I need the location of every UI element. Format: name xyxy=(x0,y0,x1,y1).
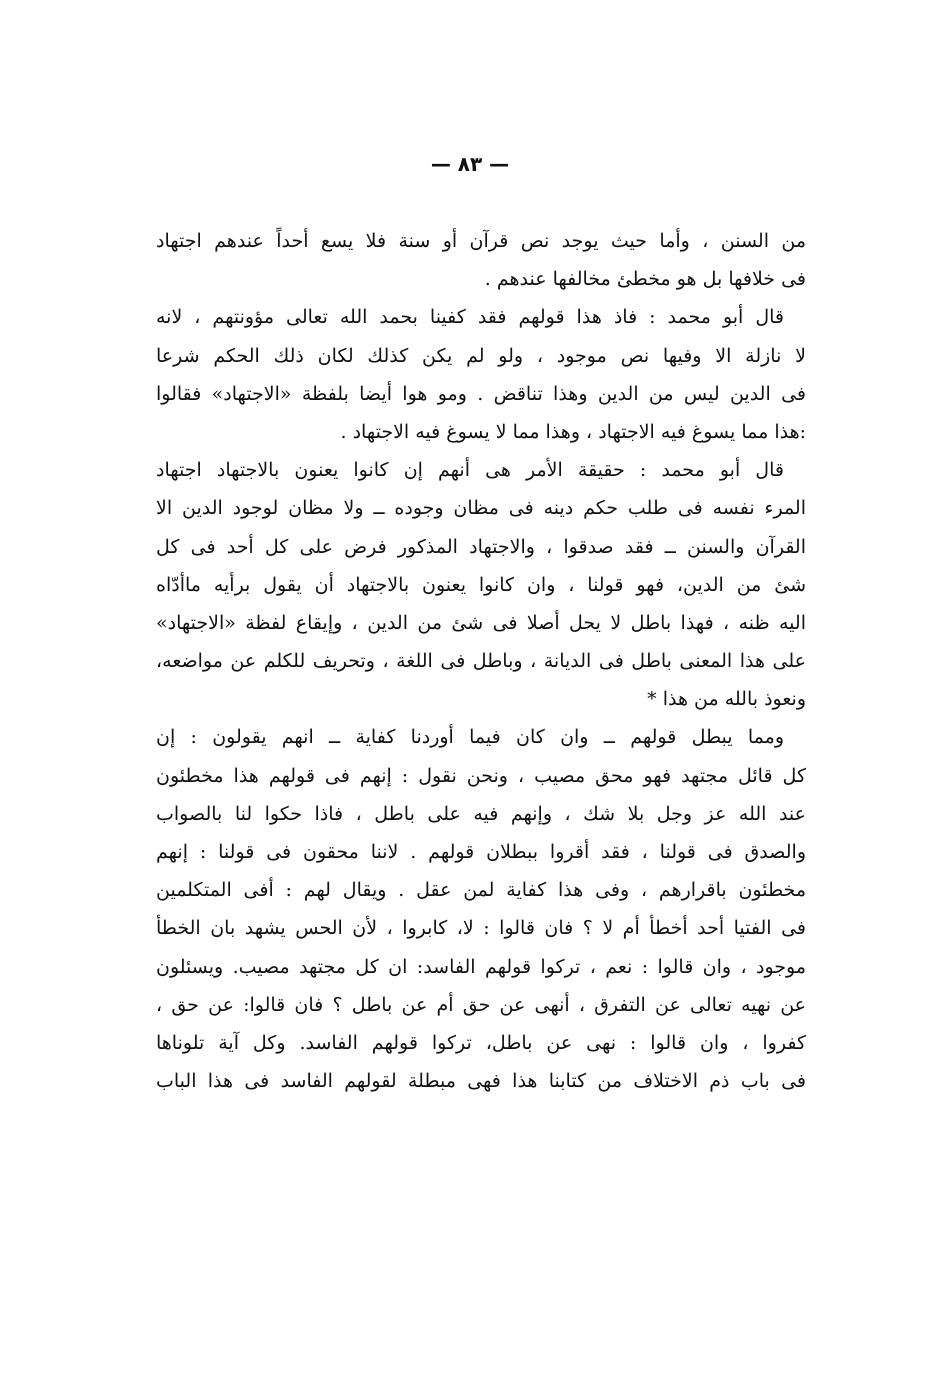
text-line: ومما يبطل قولهم ــ وان كان فيما أوردنا كفاية ــ انهم يقولون : إن xyxy=(156,726,784,749)
text-line: فى باب ذم الاختلاف من كتابنا هذا فهى مبطلة لقولهم الفاسد فى هذا الباب xyxy=(156,1070,806,1093)
text-line: كفروا ، وان قالوا : نهى عن باطل، تركوا قولهم الفاسد. وكل آية تلوناها xyxy=(156,1031,806,1054)
text-line: مخطئون باقرارهم ، وفى هذا كفاية لمن عقل . ويقال لهم : أفى المتكلمين xyxy=(156,879,806,902)
text-line: على هذا المعنى باطل فى الديانة ، وباطل فى اللغة ، وتحريف للكلم عن مواضعه، xyxy=(156,650,806,673)
text-line: شئ من الدين، فهو قولنا ، وان كانوا يعنون بالاجتهاد أن يقول برأيه ماأدّاه xyxy=(156,573,806,596)
text-line: عند الله عز وجل بلا شك ، وإنهم فيه على باطل ، فاذا حكوا لنا بالصواب xyxy=(156,802,806,825)
text-line: موجود ، وان قالوا : نعم ، تركوا قولهم الفاسد: ان كل مجتهد مصيب. ويسئلون xyxy=(156,955,806,978)
text-line: القرآن والسنن ــ فقد صدقوا ، والاجتهاد المذكور فرض على كل أحد فى كل xyxy=(156,535,806,558)
text-line: والصدق فى قولنا ، فقد أقروا ببطلان قولهم . لاننا محقون فى قولنا : إنهم xyxy=(156,841,806,863)
text-line: فى الفتيا أحد أخطأ أم لا ؟ فان قالوا : لا، كابروا ، لأن الحس يشهد بان الخطأ xyxy=(156,917,807,940)
text-line: من السنن ، وأما حيث يوجد نص قرآن أو سنة فلا يسع أحداً عندهم اجتهاد xyxy=(156,230,806,252)
body-text xyxy=(156,222,806,1100)
text-line: ونعوذ بالله من هذا * xyxy=(647,688,806,711)
text-line: فى خلافها بل هو مخطئ مخالفها عندهم . xyxy=(484,268,806,291)
text-line: قال أبو محمد : حقيقة الأمر هى أنهم إن كانوا يعنون بالاجتهاد اجتهاد xyxy=(156,459,784,482)
text-line: لا نازلة الا وفيها نص موجود ، ولو لم يكن كذلك لكان ذلك الحكم شرعا xyxy=(156,344,806,367)
page-number: — ٨٣ — xyxy=(430,152,510,176)
text-line: اليه ظنه ، فهذا باطل لا يحل أصلا فى شئ من الدين ، وإيقاع لفظة «الاجتهاد» xyxy=(156,611,806,634)
text-line: كل قائل مجتهد فهو محق مصيب ، ونحن نقول : إنهم فى قولهم هذا مخطئون xyxy=(156,764,806,787)
text-line: :هذا مما يسوغ فيه الاجتهاد ، وهذا مما لا يسوغ فيه الاجتهاد . xyxy=(340,420,806,443)
text-line: فى الدين ليس من الدين وهذا تناقض . ومو هوا أيضا بلفظة «الاجتهاد» فقالوا xyxy=(156,382,806,405)
text-line: قال أبو محمد : فاذ هذا قولهم فقد كفينا بحمد الله تعالى مؤونتهم ، لانه xyxy=(156,306,784,329)
text-line: عن نهيه تعالى عن التفرق ، أنهى عن حق أم عن باطل ؟ فان قالوا: عن حق ، xyxy=(156,993,806,1016)
text-line: المرء نفسه فى طلب حكم دينه فى مظان وجوده ــ ولا مظان لوجود الدين الا xyxy=(156,497,806,520)
